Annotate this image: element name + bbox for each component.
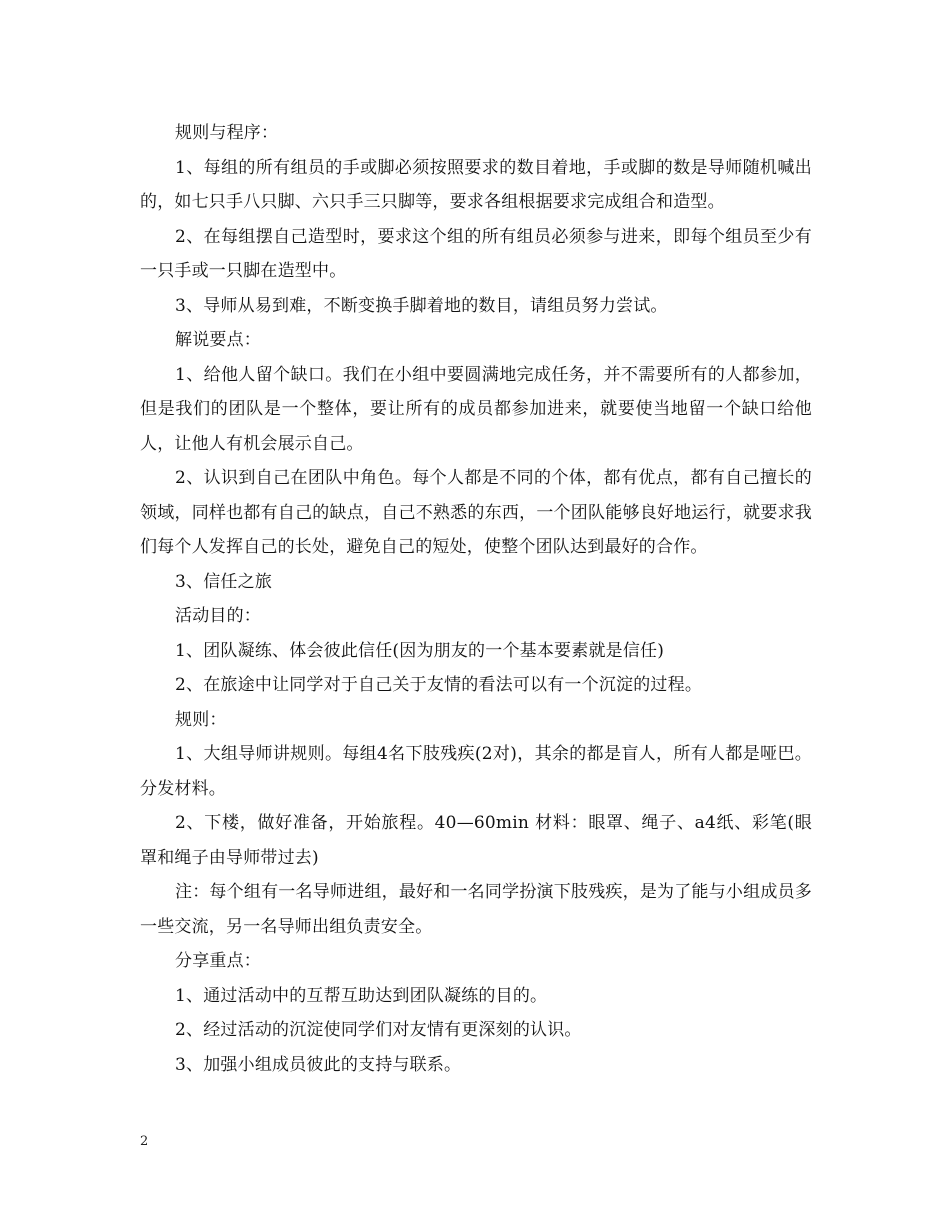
rule-item-2: 2、在每组摆自己造型时，要求这个组的所有组员必须参与进来，即每个组员至少有一只手或一只脚在造型中。 (140, 226, 812, 281)
heading-explanation-points: 解说要点： (175, 330, 261, 350)
heading-sharing-points: 分享重点： (175, 951, 261, 971)
sharing-item-2: 2、经过活动的沉淀使同学们对友情有更深刻的认识。 (175, 1020, 582, 1040)
rule-item-3: 3、导师从易到难，不断变换手脚着地的数目，请组员努力尝试。 (175, 295, 668, 316)
heading-rules-and-procedure: 规则与程序： (175, 123, 279, 143)
sharing-item-3: 3、加强小组成员彼此的支持与联系。 (175, 1054, 462, 1075)
document-body (140, 116, 812, 1082)
heading-activity-purpose: 活动目的： (175, 606, 261, 626)
page-number: 2 (140, 1134, 149, 1149)
explanation-item-2: 2、认识到自己在团队中角色。每个人都是不同的个体，都有优点，都有自己擅长的领域，同样也都有自己的缺点，自己不熟悉的东西，一个团队能够良好地运行，就要求我们每个人发挥自己的长处，避免自己的短处，使整个团队达到最好的合作。 (140, 468, 812, 557)
sharing-item-1: 1、通过活动中的互帮互助达到团队凝练的目的。 (175, 985, 548, 1006)
explanation-item-1: 1、给他人留个缺口。我们在小组中要圆满地完成任务，并不需要所有的人都参加，但是我们的团队是一个整体，要让所有的成员都参加进来，就要使当地留一个缺口给他人，让他人有机会展示自己。 (140, 364, 812, 454)
heading-rules: 规则： (175, 709, 227, 730)
purpose-item-2: 2、在旅途中让同学对于自己关于友情的看法可以有一个沉淀的过程。 (175, 675, 703, 695)
purpose-item-1: 1、团队凝练、体会彼此信任(因为朋友的一个基本要素就是信任) (175, 640, 665, 661)
trust-rule-item-2: 2、下楼，做好准备，开始旅程。40—60min 材料：眼罩、绳子、a4纸、彩笔(眼罩和绳子由导师带过去) (140, 813, 812, 868)
rule-item-1: 1、每组的所有组员的手或脚必须按照要求的数目着地，手或脚的数是导师随机喊出的，如七只手八只脚、六只手三只脚等，要求各组根据要求完成组合和造型。 (140, 157, 812, 212)
note-paragraph: 注：每个组有一名导师进组，最好和一名同学扮演下肢残疾，是为了能与小组成员多一些交流，另一名导师出组负责安全。 (140, 882, 812, 937)
trust-rule-item-1: 1、大组导师讲规则。每组4名下肢残疾(2对)，其余的都是盲人，所有人都是哑巴。分发材料。 (140, 744, 812, 799)
section-trust-journey: 3、信任之旅 (175, 571, 273, 592)
